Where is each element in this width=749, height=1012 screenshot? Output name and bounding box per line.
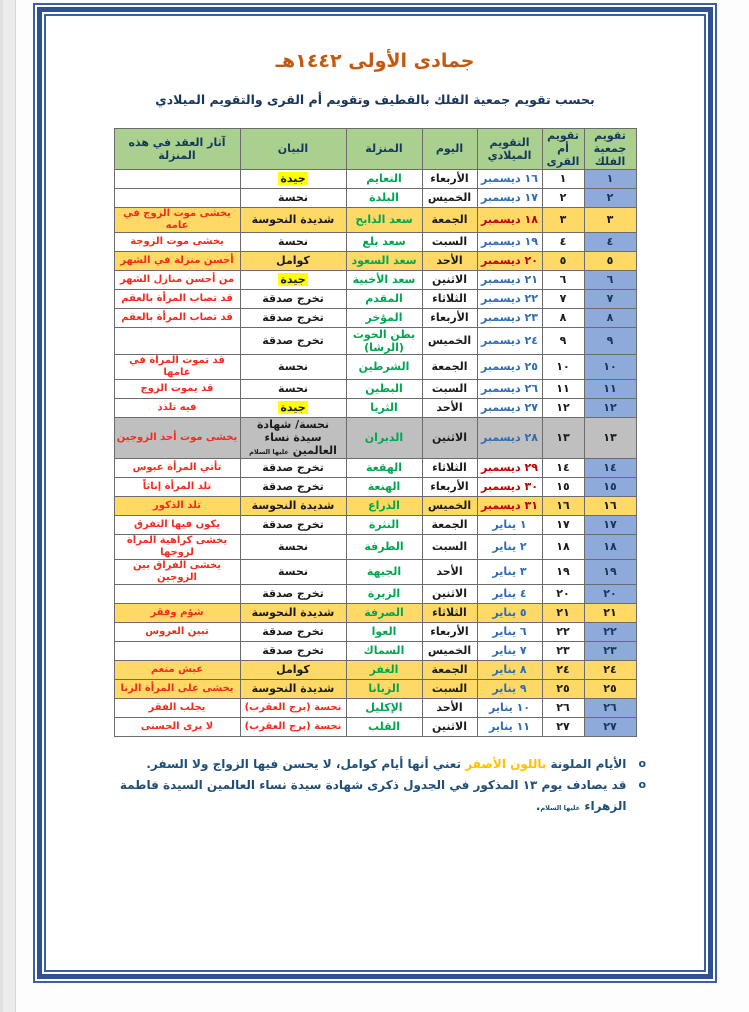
table-row [114, 660, 636, 679]
statement-cell [240, 169, 346, 188]
statement-cell: تخرج صدقة [240, 622, 346, 641]
umm-alqura-day-cell: ٨ [542, 308, 584, 327]
mansion-cell: البلدة [346, 188, 422, 207]
falak-day-cell: ١٩ [584, 559, 636, 584]
weekday-cell: الخميس [422, 188, 477, 207]
falak-day-cell: ٢٥ [584, 679, 636, 698]
gregorian-date-cell: ٤ يناير [477, 584, 542, 603]
good-day-highlight: جيدة [280, 272, 306, 286]
statement-cell: تخرج صدقة [240, 584, 346, 603]
honorific-ligature: عليها السلام [249, 448, 289, 457]
mansion-cell: الغفر [346, 660, 422, 679]
table-row [114, 496, 636, 515]
mansion-cell: الهنعة [346, 477, 422, 496]
mansion-cell: الشرطين [346, 354, 422, 379]
contract-effects-cell: تأتي المرأة عبوس [114, 458, 240, 477]
falak-day-cell: ٢٠ [584, 584, 636, 603]
falak-day-cell: ٢٦ [584, 698, 636, 717]
weekday-cell: السبت [422, 379, 477, 398]
statement-cell: نحسة (برج العقرب) [240, 717, 346, 736]
statement-cell: نحسة [240, 188, 346, 207]
umm-alqura-day-cell: ١٠ [542, 354, 584, 379]
statement-cell: شديدة النحوسة [240, 496, 346, 515]
statement-cell: تخرج صدقة [240, 515, 346, 534]
honorific-ligature: عليها السلام [540, 803, 581, 812]
header-gregorian-calendar: التقويم الميلادي [477, 129, 542, 170]
umm-alqura-day-cell: ١٢ [542, 398, 584, 417]
weekday-cell: الثلاثاء [422, 458, 477, 477]
contract-effects-cell: يخشى الفراق بين الزوجين [114, 559, 240, 584]
gregorian-date-cell: ٢٧ ديسمبر [477, 398, 542, 417]
umm-alqura-day-cell: ١ [542, 169, 584, 188]
gregorian-date-cell: ٢٠ ديسمبر [477, 251, 542, 270]
umm-alqura-day-cell: ١٣ [542, 417, 584, 458]
gregorian-date-cell: ٨ يناير [477, 660, 542, 679]
mansion-cell: الهقعة [346, 458, 422, 477]
weekday-cell: الأربعاء [422, 308, 477, 327]
umm-alqura-day-cell: ٢ [542, 188, 584, 207]
falak-day-cell: ١٨ [584, 534, 636, 559]
umm-alqura-day-cell: ١٥ [542, 477, 584, 496]
weekday-cell: الأربعاء [422, 169, 477, 188]
falak-day-cell: ١٦ [584, 496, 636, 515]
gregorian-date-cell: ١٩ ديسمبر [477, 232, 542, 251]
mansion-cell: النثرة [346, 515, 422, 534]
header-umm-alqura-calendar: تقويم أم القرى [542, 129, 584, 170]
mansion-cell: العوا [346, 622, 422, 641]
contract-effects-cell: فيه تلذذ [114, 398, 240, 417]
gregorian-date-cell: ٧ يناير [477, 641, 542, 660]
gregorian-date-cell: ٢٨ ديسمبر [477, 417, 542, 458]
mansion-cell: السماك [346, 641, 422, 660]
falak-day-cell: ٢١ [584, 603, 636, 622]
weekday-cell: الأحد [422, 398, 477, 417]
footnote-yellow-days [91, 754, 646, 775]
header-mansion: المنزلة [346, 129, 422, 170]
contract-effects-cell [114, 327, 240, 354]
contract-effects-cell: يخشى موت أحد الزوجين [114, 417, 240, 458]
falak-day-cell: ٢٢ [584, 622, 636, 641]
falak-day-cell: ٥ [584, 251, 636, 270]
table-row [114, 515, 636, 534]
table-row [114, 559, 636, 584]
mansion-cell: سعد الأخبية [346, 270, 422, 289]
umm-alqura-day-cell: ٢٦ [542, 698, 584, 717]
contract-effects-cell: لا يرى الحسنى [114, 717, 240, 736]
umm-alqura-day-cell: ٧ [542, 289, 584, 308]
contract-effects-cell: يكون فيها التفرق [114, 515, 240, 534]
table-row [114, 622, 636, 641]
table-row [114, 232, 636, 251]
contract-effects-cell: قد تصاب المرأة بالعقم [114, 308, 240, 327]
table-row [114, 584, 636, 603]
table-row [114, 327, 636, 354]
mansion-cell: بطن الحوت (الرشا) [346, 327, 422, 354]
weekday-cell: الأحد [422, 251, 477, 270]
bullet-circle-icon: o [638, 756, 646, 770]
gregorian-date-cell: ٢٤ ديسمبر [477, 327, 542, 354]
contract-effects-cell: من أحسن منازل الشهر [114, 270, 240, 289]
weekday-cell: السبت [422, 679, 477, 698]
gregorian-date-cell: ٢١ ديسمبر [477, 270, 542, 289]
umm-alqura-day-cell: ٩ [542, 327, 584, 354]
mansion-cell: الذراع [346, 496, 422, 515]
gregorian-date-cell: ١٨ ديسمبر [477, 207, 542, 232]
mansion-cell: القلب [346, 717, 422, 736]
table-row [114, 308, 636, 327]
statement-cell: تخرج صدقة [240, 458, 346, 477]
contract-effects-cell: عيش منعم [114, 660, 240, 679]
falak-day-cell: ٦ [584, 270, 636, 289]
weekday-cell: الأربعاء [422, 622, 477, 641]
statement-cell [240, 270, 346, 289]
contract-effects-cell: أحسن منزلة في الشهر [114, 251, 240, 270]
statement-cell: نحسة (برج العقرب) [240, 698, 346, 717]
umm-alqura-day-cell: ٢٠ [542, 584, 584, 603]
mansion-cell: سعد بلع [346, 232, 422, 251]
table-row [114, 534, 636, 559]
falak-day-cell: ١٤ [584, 458, 636, 477]
falak-day-cell: ١٧ [584, 515, 636, 534]
falak-day-cell: ٢٣ [584, 641, 636, 660]
falak-day-cell: ١٠ [584, 354, 636, 379]
table-row [114, 717, 636, 736]
weekday-cell: الخميس [422, 496, 477, 515]
bullet-circle-icon: o [638, 777, 646, 791]
gregorian-date-cell: ٢٢ ديسمبر [477, 289, 542, 308]
falak-day-cell: ١٢ [584, 398, 636, 417]
gregorian-date-cell: ٦ يناير [477, 622, 542, 641]
table-row [114, 354, 636, 379]
mansion-cell: سعد الذابح [346, 207, 422, 232]
header-weekday: اليوم [422, 129, 477, 170]
gregorian-date-cell: ١ يناير [477, 515, 542, 534]
table-row [114, 477, 636, 496]
gregorian-date-cell: ٣ يناير [477, 559, 542, 584]
gregorian-date-cell: ٥ يناير [477, 603, 542, 622]
table-row [114, 398, 636, 417]
umm-alqura-day-cell: ٢٢ [542, 622, 584, 641]
falak-day-cell: ١٥ [584, 477, 636, 496]
page-border-frame [33, 3, 717, 983]
umm-alqura-day-cell: ٢٥ [542, 679, 584, 698]
weekday-cell: الخميس [422, 641, 477, 660]
gregorian-date-cell: ٢٣ ديسمبر [477, 308, 542, 327]
statement-cell: نحسة [240, 379, 346, 398]
calendar-table-body [114, 169, 636, 736]
header-statement: البيان [240, 129, 346, 170]
mansion-cell: التعايم [346, 169, 422, 188]
falak-day-cell: ٢٤ [584, 660, 636, 679]
page-title: جمادى الأولى ١٤٤٢هـ [275, 50, 475, 72]
statement-cell: نحسة/ شهادة سيدة نساء العالمين عليها السلام [240, 417, 346, 458]
footnotes [91, 754, 646, 817]
calendar-table-header [114, 129, 636, 170]
umm-alqura-day-cell: ١٤ [542, 458, 584, 477]
falak-day-cell: ١١ [584, 379, 636, 398]
mansion-cell: المؤخر [346, 308, 422, 327]
umm-alqura-day-cell: ١٧ [542, 515, 584, 534]
table-row [114, 251, 636, 270]
table-row [114, 207, 636, 232]
weekday-cell: الاثنين [422, 417, 477, 458]
statement-cell: تخرج صدقة [240, 289, 346, 308]
table-row [114, 379, 636, 398]
footnote-yellow-days-text: الأيام الملونة باللون الأصفر تعني أنها أيام كوامل، لا يحسن فيها الزواج ولا السفر. [146, 756, 627, 771]
weekday-cell: الأحد [422, 559, 477, 584]
table-row [114, 641, 636, 660]
umm-alqura-day-cell: ٥ [542, 251, 584, 270]
falak-day-cell: ٣ [584, 207, 636, 232]
mansion-cell: الدبران [346, 417, 422, 458]
table-row [114, 458, 636, 477]
contract-effects-cell: قد تصاب المرأة بالعقم [114, 289, 240, 308]
table-row [114, 417, 636, 458]
falak-day-cell: ٢٧ [584, 717, 636, 736]
weekday-cell: الأحد [422, 698, 477, 717]
weekday-cell: الثلاثاء [422, 289, 477, 308]
statement-cell: نحسة [240, 559, 346, 584]
header-falak-calendar: تقويم جمعية الفلك [584, 129, 636, 170]
statement-cell: تخرج صدقة [240, 308, 346, 327]
umm-alqura-day-cell: ١١ [542, 379, 584, 398]
good-day-highlight: جيدة [280, 171, 306, 185]
umm-alqura-day-cell: ١٦ [542, 496, 584, 515]
footnote-day-13-text: قد يصادف يوم ١٣ المذكور في الجدول ذكرى شهادة سيدة نساء العالمين السيدة فاطمة الزهراء عليها السلام. [119, 777, 627, 813]
weekday-cell: السبت [422, 232, 477, 251]
gregorian-date-cell: ١٧ ديسمبر [477, 188, 542, 207]
gregorian-date-cell: ١١ يناير [477, 717, 542, 736]
weekday-cell: الجمعة [422, 207, 477, 232]
mansion-cell: الجبهة [346, 559, 422, 584]
mansion-cell: الزبرة [346, 584, 422, 603]
statement-cell: نحسة [240, 354, 346, 379]
contract-effects-cell: يخشى موت الزوجة [114, 232, 240, 251]
contract-effects-cell: شؤم وفقر [114, 603, 240, 622]
falak-day-cell: ٩ [584, 327, 636, 354]
umm-alqura-day-cell: ٦ [542, 270, 584, 289]
table-row [114, 679, 636, 698]
statement-cell: شديدة النحوسة [240, 679, 346, 698]
weekday-cell: الاثنين [422, 270, 477, 289]
mansion-cell: الزبانا [346, 679, 422, 698]
photo-edge-strip [0, 0, 16, 1012]
weekday-cell: الجمعة [422, 515, 477, 534]
good-day-highlight: جيدة [280, 401, 306, 415]
weekday-cell: الاثنين [422, 584, 477, 603]
table-row [114, 289, 636, 308]
umm-alqura-day-cell: ١٨ [542, 534, 584, 559]
mansion-cell: الطرفة [346, 534, 422, 559]
statement-cell: كوامل [240, 660, 346, 679]
umm-alqura-day-cell: ٢٤ [542, 660, 584, 679]
contract-effects-cell: يجلب الفقر [114, 698, 240, 717]
falak-day-cell: ١٣ [584, 417, 636, 458]
falak-day-cell: ٤ [584, 232, 636, 251]
contract-effects-cell: يخشى موت الزوج في عامه [114, 207, 240, 232]
weekday-cell: الخميس [422, 327, 477, 354]
contract-effects-cell: تلد الذكور [114, 496, 240, 515]
weekday-cell: الجمعة [422, 660, 477, 679]
gregorian-date-cell: ١٦ ديسمبر [477, 169, 542, 188]
weekday-cell: الجمعة [422, 354, 477, 379]
umm-alqura-day-cell: ٢١ [542, 603, 584, 622]
page-subtitle: بحسب تقويم جمعية الفلك بالقطيف وتقويم أم القرى والتقويم الميلادي [155, 92, 595, 107]
gregorian-date-cell: ٢٥ ديسمبر [477, 354, 542, 379]
contract-effects-cell [114, 641, 240, 660]
table-row [114, 603, 636, 622]
contract-effects-cell [114, 188, 240, 207]
mansion-cell: المقدم [346, 289, 422, 308]
gregorian-date-cell: ٣١ ديسمبر [477, 496, 542, 515]
gregorian-date-cell: ٢ يناير [477, 534, 542, 559]
weekday-cell: السبت [422, 534, 477, 559]
falak-day-cell: ١ [584, 169, 636, 188]
umm-alqura-day-cell: ١٩ [542, 559, 584, 584]
statement-cell: تخرج صدقة [240, 327, 346, 354]
statement-cell [240, 398, 346, 417]
weekday-cell: الاثنين [422, 717, 477, 736]
contract-effects-cell: قد يموت الزوج [114, 379, 240, 398]
mansion-cell: البطين [346, 379, 422, 398]
contract-effects-cell [114, 169, 240, 188]
statement-cell: شديدة النحوسة [240, 207, 346, 232]
table-row [114, 270, 636, 289]
statement-cell: كوامل [240, 251, 346, 270]
table-row [114, 188, 636, 207]
umm-alqura-day-cell: ٢٧ [542, 717, 584, 736]
contract-effects-cell: قد تموت المرأة في عامها [114, 354, 240, 379]
falak-day-cell: ٢ [584, 188, 636, 207]
gregorian-date-cell: ١٠ يناير [477, 698, 542, 717]
contract-effects-cell: تبين العروس [114, 622, 240, 641]
footnote-day-13 [91, 775, 646, 817]
contract-effects-cell [114, 584, 240, 603]
contract-effects-cell: يخشى على المرأة الزنا [114, 679, 240, 698]
umm-alqura-day-cell: ٤ [542, 232, 584, 251]
weekday-cell: الأربعاء [422, 477, 477, 496]
falak-day-cell: ٨ [584, 308, 636, 327]
statement-cell: تخرج صدقة [240, 477, 346, 496]
statement-cell: نحسة [240, 534, 346, 559]
mansion-cell: الثريا [346, 398, 422, 417]
weekday-cell: الثلاثاء [422, 603, 477, 622]
statement-cell: تخرج صدقة [240, 641, 346, 660]
yellow-color-phrase: باللون الأصفر [465, 756, 547, 771]
header-contract-effects: آثار العقد في هذه المنزلة [114, 129, 240, 170]
umm-alqura-day-cell: ٣ [542, 207, 584, 232]
table-row [114, 698, 636, 717]
contract-effects-cell: يخشى كراهية المرأة لزوجها [114, 534, 240, 559]
gregorian-date-cell: ٣٠ ديسمبر [477, 477, 542, 496]
table-row [114, 169, 636, 188]
gregorian-date-cell: ٢٩ ديسمبر [477, 458, 542, 477]
calendar-table [114, 128, 637, 737]
mansion-cell: الإكليل [346, 698, 422, 717]
mansion-cell: الصرفة [346, 603, 422, 622]
contract-effects-cell: تلد المرأة إناثاً [114, 477, 240, 496]
gregorian-date-cell: ٢٦ ديسمبر [477, 379, 542, 398]
gregorian-date-cell: ٩ يناير [477, 679, 542, 698]
mansion-cell: سعد السعود [346, 251, 422, 270]
statement-cell: نحسة [240, 232, 346, 251]
statement-cell: شديدة النحوسة [240, 603, 346, 622]
umm-alqura-day-cell: ٢٣ [542, 641, 584, 660]
falak-day-cell: ٧ [584, 289, 636, 308]
